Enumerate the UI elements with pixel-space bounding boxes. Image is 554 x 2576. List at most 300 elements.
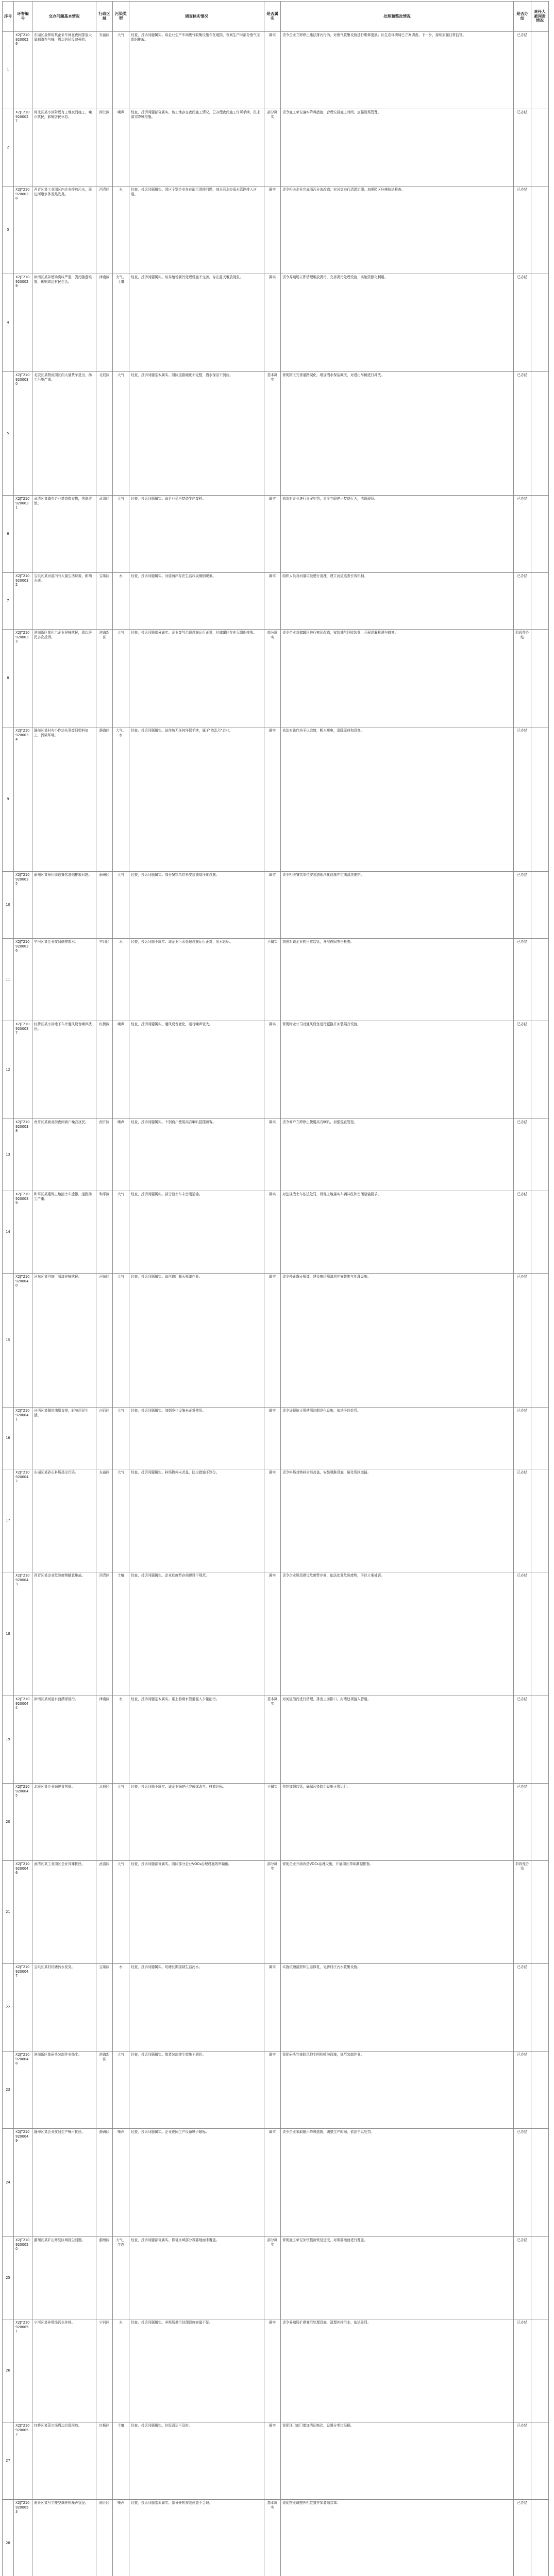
cell-handle: 持续加强监管，确保污染防治设施正常运行。 (281, 1784, 514, 1861)
cell-no: 18 (3, 1572, 14, 1696)
cell-problem: 宁河区某养殖场污水外排。 (32, 2319, 96, 2422)
cell-problem: 宁河区某企业夜间偷排废水。 (32, 939, 96, 1021)
cell-account (531, 1696, 549, 1784)
cell-region: 南开区 (96, 2500, 113, 2576)
table-row (3, 1784, 549, 1861)
cell-closed: 已办结 (514, 187, 531, 274)
table-row (3, 630, 549, 727)
cell-handle: 责令该餐馆正常使用油烟净化设施，依法予以处罚。 (281, 1408, 514, 1469)
cell-verify: 经查，投诉问题属实。园区个别企业存在雨污混排问题，部分污水经雨水管网排入河道。 (129, 187, 264, 274)
cell-code: X2JT2109200032 (14, 573, 32, 630)
cell-handle: 责令养殖场立即清理堆放粪污，完善粪污处理设施，实施资源化利用。 (281, 274, 514, 372)
complaint-table (2, 1, 549, 2576)
cell-verify: 经查，投诉问题属实。散货装卸抑尘措施不到位。 (129, 2052, 264, 2129)
cell-problem: 蓟州区某矿山修复区域扬尘问题。 (32, 2237, 96, 2319)
cell-closed: 已办结 (514, 2052, 531, 2129)
cell-ptype: 大气 (113, 496, 129, 573)
cell-handle: 对违规渣土车依法处罚，督促工地落实车辆冲洗和密闭运输要求。 (281, 1191, 514, 1274)
cell-region: 和平区 (96, 1191, 113, 1274)
cell-handle: 督促环卫部门增加清运频次，设置分类垃圾桶。 (281, 2422, 514, 2500)
table-row (3, 727, 549, 872)
cell-ptype: 大气 (113, 32, 129, 109)
cell-account (531, 1964, 549, 2052)
cell-code: X2JT2109200034 (14, 727, 32, 872)
cell-problem: 蓟州区某景区周边餐饮油烟排放问题。 (32, 872, 96, 939)
cell-code: X2JT2109200048 (14, 2052, 32, 2129)
cell-no: 20 (3, 1784, 14, 1861)
cell-no: 1 (3, 32, 14, 109)
header-closed: 是否办结 (514, 2, 531, 32)
cell-account (531, 1469, 549, 1572)
cell-problem: 红桥区某小区地下车库通风设备噪声扰民。 (32, 1021, 96, 1119)
cell-verify: 经查，投诉问题基本属实。园区道路硬化不完整，洒水保洁不到位。 (129, 372, 264, 496)
cell-no: 27 (3, 2422, 14, 2500)
cell-region: 宝坻区 (96, 1964, 113, 2052)
table-row (3, 1408, 549, 1469)
cell-region: 东丽区 (96, 32, 113, 109)
cell-handle: 责令商户立即停止使用高音喇叭，加强巡查管控。 (281, 1119, 514, 1191)
cell-verify: 经查，投诉问题属实。企业危废暂存间建设不规范。 (129, 1572, 264, 1696)
cell-closed: 已办结 (514, 872, 531, 939)
table-row (3, 1696, 549, 1784)
cell-handle: 依法对该作坊予以取缔，断水断电，清除原料和设备。 (281, 727, 514, 872)
cell-real: 属实 (264, 872, 281, 939)
cell-real: 属实 (264, 187, 281, 274)
cell-no: 21 (3, 1861, 14, 1964)
cell-code: X2JT2109200037 (14, 1021, 32, 1119)
cell-code: X2JT2109200052 (14, 2422, 32, 2500)
cell-code: X2JT2109200029 (14, 274, 32, 372)
cell-problem: 滨海新区某化工企业异味扰民，周边居民多次投诉。 (32, 630, 96, 727)
cell-closed: 已办结 (514, 1408, 531, 1469)
cell-handle: 责令企业立即停止违法排污行为，对废气收集设施进行维修更换；区生态环境局已立案调查。下一步，持续加强日常监管。 (281, 32, 514, 109)
cell-closed: 已办结 (514, 1021, 531, 1119)
cell-real: 属实 (264, 274, 281, 372)
cell-closed: 阶段性办结 (514, 1861, 531, 1964)
cell-code: X2JT2109200045 (14, 1784, 32, 1861)
cell-no: 6 (3, 496, 14, 573)
cell-handle: 责令相关企业完成雨污分流改造；对河道进行清淤治理；加强园区环境执法检查。 (281, 187, 514, 274)
cell-handle: 责令养殖场扩建粪污处理设施，清理外排污水，依法处罚。 (281, 2319, 514, 2422)
cell-real: 属实 (264, 1274, 281, 1408)
cell-real: 属实 (264, 2129, 281, 2237)
cell-region: 静海区 (96, 727, 113, 872)
table-row (3, 2129, 549, 2237)
cell-problem: 津南区某河道水面漂浮油污。 (32, 1696, 96, 1784)
cell-account (531, 1408, 549, 1469)
cell-account (531, 1274, 549, 1408)
cell-verify: 经查，投诉问题属实。养殖场粪污处理设施容量不足。 (129, 2319, 264, 2422)
cell-ptype: 大气 (113, 1784, 129, 1861)
cell-ptype: 噪声 (113, 2500, 129, 2576)
cell-handle: 责令企业采取隔声降噪措施，调整生产时间，依法予以处罚。 (281, 2129, 514, 2237)
cell-problem: 南开区某商业街夜间商户噪音扰民。 (32, 1119, 96, 1191)
table-row (3, 2319, 549, 2422)
cell-closed: 已办结 (514, 274, 531, 372)
cell-real: 属实 (264, 496, 281, 573)
cell-code: X2JT2109200035 (14, 872, 32, 939)
table-row (3, 372, 549, 496)
cell-account (531, 274, 549, 372)
cell-problem: 河东区某汽修厂喷漆异味扰民。 (32, 1274, 96, 1408)
cell-region: 蓟州区 (96, 872, 113, 939)
header-code: 环督编号 (14, 2, 32, 32)
cell-region: 西青区 (96, 187, 113, 274)
cell-closed: 已办结 (514, 1469, 531, 1572)
cell-closed: 已办结 (514, 727, 531, 872)
cell-no: 13 (3, 1119, 14, 1191)
cell-no: 11 (3, 939, 14, 1021)
cell-verify: 经查，投诉问题部分属实。园区部分企业VOCs治理设施效率偏低。 (129, 1861, 264, 1964)
table-row (3, 573, 549, 630)
cell-ptype: 水 (113, 2319, 129, 2422)
cell-code: X2JT2109200044 (14, 1696, 32, 1784)
cell-handle: 督促物业调整外机位置并加装隔音罩。 (281, 2500, 514, 2576)
cell-code: X2JT2109200047 (14, 1964, 32, 2052)
cell-ptype: 噪声 (113, 1119, 129, 1191)
cell-problem: 静海区某企业夜间生产噪声扰民。 (32, 2129, 96, 2237)
cell-real: 属实 (264, 32, 281, 109)
header-ptype: 污染类型 (113, 2, 129, 32)
cell-region: 红桥区 (96, 2422, 113, 2500)
cell-verify: 经查，投诉问题部分属实。修复区域部分裸露地面未覆盖。 (129, 2237, 264, 2319)
cell-ptype: 土壤 (113, 1572, 129, 1696)
cell-handle: 加强对该企业的日常监管，开展夜间突击检查。 (281, 939, 514, 1021)
cell-verify: 经查，投诉问题属实。该企业生产车间废气收集设施存在破损，夜间生产时部分废气无组织排放。 (129, 32, 264, 109)
cell-region: 东丽区 (96, 1469, 113, 1572)
cell-region: 津南区 (96, 1696, 113, 1784)
cell-region: 河北区 (96, 109, 113, 187)
cell-ptype: 大气 (113, 2052, 129, 2129)
cell-region: 宁河区 (96, 939, 113, 1021)
table-row (3, 1274, 549, 1408)
cell-account (531, 32, 549, 109)
table-row (3, 2500, 549, 2576)
cell-problem: 东丽区某砂石料场扬尘污染。 (32, 1469, 96, 1572)
table-row (3, 872, 549, 939)
cell-region: 北辰区 (96, 372, 113, 496)
cell-region: 武清区 (96, 496, 113, 573)
cell-account (531, 1119, 549, 1191)
cell-closed: 已办结 (514, 2422, 531, 2500)
cell-problem: 西青区某企业危险废物随意堆放。 (32, 1572, 96, 1696)
cell-no: 17 (3, 1469, 14, 1572)
cell-problem: 北辰区某企业锅炉冒黑烟。 (32, 1784, 96, 1861)
cell-account (531, 372, 549, 496)
cell-ptype: 大气 (113, 1408, 129, 1469)
cell-no: 4 (3, 274, 14, 372)
cell-account (531, 939, 549, 1021)
cell-verify: 经查，投诉问题不属实。该企业污水处理设施运行正常，出水达标。 (129, 939, 264, 1021)
cell-no: 2 (3, 109, 14, 187)
table-row (3, 187, 549, 274)
cell-problem: 宝坻区某河道内有大量生活垃圾，影响水质。 (32, 573, 96, 630)
cell-code: X2JT2109200028 (14, 187, 32, 274)
cell-code: X2JT2109200042 (14, 1469, 32, 1572)
cell-problem: 武清区某工业园区企业异味扰民。 (32, 1861, 96, 1964)
cell-handle: 督促码头完善防风抑尘网和喷淋设施，规范装卸作业。 (281, 2052, 514, 2129)
cell-real: 属实 (264, 573, 281, 630)
cell-closed: 已办结 (514, 2237, 531, 2319)
table-row (3, 2237, 549, 2319)
cell-verify: 经查，投诉问题部分属实。企业废气治理设施运行正常，但储罐区存在无组织排放。 (129, 630, 264, 727)
cell-account (531, 1784, 549, 1861)
cell-problem: 宝坻区某村坑塘污水发臭。 (32, 1964, 96, 2052)
cell-problem: 静海区某村有小作坊从事废旧塑料加工，污染环境。 (32, 727, 96, 872)
cell-no: 3 (3, 187, 14, 274)
cell-closed: 已办结 (514, 1784, 531, 1861)
cell-no: 14 (3, 1191, 14, 1274)
cell-closed: 已办结 (514, 1119, 531, 1191)
cell-real: 属实 (264, 1119, 281, 1191)
table-header-row (3, 2, 549, 32)
cell-no: 9 (3, 727, 14, 872)
cell-code: X2JT2109200033 (14, 630, 32, 727)
cell-problem: 武清区某镇有企业焚烧废弃物，黑烟滚滚。 (32, 496, 96, 573)
header-no: 序号 (3, 2, 14, 32)
cell-account (531, 2237, 549, 2319)
cell-verify: 经查，投诉问题属实。坑塘长期接纳生活污水。 (129, 1964, 264, 2052)
cell-real: 属实 (264, 1469, 281, 1572)
table-row (3, 1021, 549, 1119)
cell-account (531, 2422, 549, 2500)
cell-ptype: 大气、土壤 (113, 274, 129, 372)
cell-closed: 已办结 (514, 1964, 531, 2052)
cell-account (531, 872, 549, 939)
cell-no: 19 (3, 1696, 14, 1784)
table-row (3, 274, 549, 372)
table-row (3, 1964, 549, 2052)
cell-no: 12 (3, 1021, 14, 1119)
cell-ptype: 土壤 (113, 2422, 129, 2500)
cell-closed: 已办结 (514, 1191, 531, 1274)
cell-closed: 已办结 (514, 372, 531, 496)
cell-verify: 经查，投诉问题属实。该汽修厂露天喷漆作业。 (129, 1274, 264, 1408)
cell-closed: 已办结 (514, 1696, 531, 1784)
cell-ptype: 水 (113, 573, 129, 630)
cell-verify: 经查，投诉问题属实。垃圾清运不及时。 (129, 2422, 264, 2500)
table-row (3, 32, 549, 109)
cell-region: 津南区 (96, 274, 113, 372)
cell-code: X2JT2109200030 (14, 372, 32, 496)
cell-real: 属实 (264, 2319, 281, 2422)
cell-closed: 已办结 (514, 573, 531, 630)
cell-handle: 督促施工单位加快植被恢复进度，对裸露地面进行覆盖。 (281, 2237, 514, 2319)
cell-verify: 经查，投诉问题属实。个别商户使用高音喇叭招揽顾客。 (129, 1119, 264, 1191)
cell-no: 16 (3, 1408, 14, 1469)
header-handle: 处理和整改情况 (281, 2, 514, 32)
cell-ptype: 水 (113, 1696, 129, 1784)
cell-no: 15 (3, 1274, 14, 1408)
cell-no: 24 (3, 2129, 14, 2237)
cell-real: 属实 (264, 1964, 281, 2052)
cell-verify: 经查，投诉问题属实。料场物料未苫盖，防尘措施不到位。 (129, 1469, 264, 1572)
cell-account (531, 2052, 549, 2129)
cell-code: X2JT2109200040 (14, 1274, 32, 1408)
cell-handle: 责令施工单位落实降噪措施，合理安排施工时间，加强现场管理。 (281, 109, 514, 187)
cell-account (531, 187, 549, 274)
cell-code: X2JT2109200051 (14, 2319, 32, 2422)
table-row (3, 939, 549, 1021)
table-row (3, 1861, 549, 1964)
cell-handle: 责令料场对物料全部苫盖，安装喷淋设施，硬化场区道路。 (281, 1469, 514, 1572)
cell-no: 5 (3, 372, 14, 496)
cell-ptype: 大气 (113, 630, 129, 727)
cell-region: 南开区 (96, 1119, 113, 1191)
cell-code: X2JT2109200039 (14, 1191, 32, 1274)
cell-region: 红桥区 (96, 1021, 113, 1119)
cell-code: X2JT2109200027 (14, 109, 32, 187)
cell-real: 不属实 (264, 939, 281, 1021)
table-row (3, 496, 549, 573)
cell-verify: 经查，投诉问题属实。该养殖场粪污处理设施不完善，存在露天堆放现象。 (129, 274, 264, 372)
cell-no: 8 (3, 630, 14, 727)
cell-region: 静海区 (96, 2129, 113, 2237)
cell-closed: 已办结 (514, 1274, 531, 1408)
cell-region: 河东区 (96, 1274, 113, 1408)
table-row (3, 2422, 549, 2500)
cell-ptype: 水 (113, 939, 129, 1021)
cell-code: X2JT2109200026 (14, 32, 32, 109)
cell-closed: 阶段性办结 (514, 630, 531, 727)
cell-code: X2JT2109200041 (14, 1408, 32, 1469)
cell-closed: 已办结 (514, 32, 531, 109)
cell-verify: 经查，投诉问题属实。企业夜间生产设备噪声超标。 (129, 2129, 264, 2237)
cell-verify: 经查，投诉问题属实。河道两岸存在生活垃圾倾倒现象。 (129, 573, 264, 630)
cell-account (531, 1191, 549, 1274)
cell-account (531, 727, 549, 872)
cell-no: 7 (3, 573, 14, 630)
cell-handle: 督促园区完善道路硬化，增加洒水保洁频次，对进出车辆进行冲洗。 (281, 372, 514, 496)
cell-code: X2JT2109200043 (14, 1572, 32, 1696)
cell-real: 部分属实 (264, 630, 281, 727)
cell-closed: 已办结 (514, 496, 531, 573)
cell-problem: 红桥区某菜市场周边垃圾堆放。 (32, 2422, 96, 2500)
cell-verify: 经查，投诉问题部分属实。该工地存在夜间施工情况，已办理夜间施工许可手续，但未落实降噪措施。 (129, 109, 264, 187)
cell-verify: 经查，投诉问题属实。通风设备老化，运行噪声较大。 (129, 1021, 264, 1119)
cell-handle: 组织人员对河道垃圾进行清理，建立河道巡查长效机制。 (281, 573, 514, 630)
cell-verify: 经查，投诉问题属实。该作坊无任何环保手续，属于"散乱污"企业。 (129, 727, 264, 872)
cell-code: X2JT2109200036 (14, 939, 32, 1021)
cell-problem: 滨海新区某码头装卸作业扬尘。 (32, 2052, 96, 2129)
cell-verify: 经查，投诉问题基本属实。部分外机安装位置不合理。 (129, 2500, 264, 2576)
cell-code: X2JT2109200053 (14, 2500, 32, 2576)
cell-ptype: 大气、水 (113, 727, 129, 872)
cell-closed: 已办结 (514, 939, 531, 1021)
cell-ptype: 噪声 (113, 109, 129, 187)
cell-verify: 经查，投诉问题不属实。该企业锅炉已完成煤改气，排放达标。 (129, 1784, 264, 1861)
cell-verify: 经查，投诉问题属实。部分餐饮单位未安装油烟净化设施。 (129, 872, 264, 939)
cell-account (531, 2319, 549, 2422)
cell-real: 基本属实 (264, 2500, 281, 2576)
cell-ptype: 噪声 (113, 1021, 129, 1119)
table-row (3, 1191, 549, 1274)
cell-code: X2JT2109200050 (14, 2237, 32, 2319)
cell-handle: 督促物业公司对通风设备进行更换并加装隔音设施。 (281, 1021, 514, 1119)
cell-ptype: 大气 (113, 372, 129, 496)
cell-ptype: 大气 (113, 1861, 129, 1964)
cell-code: X2JT2109200031 (14, 496, 32, 573)
cell-real: 属实 (264, 1021, 281, 1119)
table-row (3, 1572, 549, 1696)
cell-no: 28 (3, 2500, 14, 2576)
cell-problem: 河北区某小区附近有工地夜间施工，噪声扰民，影响居民休息。 (32, 109, 96, 187)
cell-closed: 已办结 (514, 109, 531, 187)
cell-account (531, 2129, 549, 2237)
cell-account (531, 1861, 549, 1964)
cell-problem: 和平区某建筑工地渣土车遗撒，道路扬尘严重。 (32, 1191, 96, 1274)
cell-ptype: 大气 (113, 1274, 129, 1408)
cell-problem: 北辰区某物流园区内大量货车进出，扬尘污染严重。 (32, 372, 96, 496)
cell-closed: 已办结 (514, 2129, 531, 2237)
cell-handle: 责令相关餐饮单位安装油烟净化设施并定期清洗维护。 (281, 872, 514, 939)
cell-account (531, 1572, 549, 1696)
header-region: 行政区域 (96, 2, 113, 32)
cell-account (531, 1021, 549, 1119)
cell-ptype: 大气 (113, 1469, 129, 1572)
cell-real: 基本属实 (264, 1696, 281, 1784)
cell-no: 22 (3, 1964, 14, 2052)
cell-real: 属实 (264, 2422, 281, 2500)
cell-no: 10 (3, 872, 14, 939)
table-row (3, 1119, 549, 1191)
cell-problem: 津南区某养殖场臭味严重，粪污随意堆放，影响周边村民生活。 (32, 274, 96, 372)
header-real: 是否属实 (264, 2, 281, 32)
cell-ptype: 大气 (113, 872, 129, 939)
cell-region: 武清区 (96, 1861, 113, 1964)
cell-problem: 河西区某餐馆油烟直排，影响居民生活。 (32, 1408, 96, 1469)
cell-closed: 已办结 (514, 1572, 531, 1696)
cell-real: 属实 (264, 727, 281, 872)
cell-code: X2JT2109200038 (14, 1119, 32, 1191)
cell-no: 26 (3, 2319, 14, 2422)
cell-code: X2JT2109200046 (14, 1861, 32, 1964)
cell-no: 23 (3, 2052, 14, 2129)
cell-verify: 经查，投诉问题属实。该企业私自焚烧生产废料。 (129, 496, 264, 573)
cell-problem: 东丽区金钟街某企业车间在夜间排放大量刺激性气味，周边居民反映强烈。 (32, 32, 96, 109)
cell-verify: 经查，投诉问题属实。部分渣土车未密闭运输。 (129, 1191, 264, 1274)
cell-ptype: 水 (113, 1964, 129, 2052)
cell-verify: 经查，投诉问题基本属实。系上游雨水管道混入少量油污。 (129, 1696, 264, 1784)
cell-region: 北辰区 (96, 1784, 113, 1861)
cell-account (531, 109, 549, 187)
table-row (3, 1469, 549, 1572)
cell-ptype: 噪声 (113, 2129, 129, 2237)
cell-real: 属实 (264, 1408, 281, 1469)
cell-real: 属实 (264, 2052, 281, 2129)
cell-ptype: 水 (113, 187, 129, 274)
header-account: 责任人被问责情况 (531, 2, 549, 32)
cell-region: 滨海新区 (96, 630, 113, 727)
cell-account (531, 630, 549, 727)
cell-handle: 督促企业升级改造VOCs治理设施，开展园区异味溯源排查。 (281, 1861, 514, 1964)
cell-no: 25 (3, 2237, 14, 2319)
cell-verify: 经查，投诉问题属实。油烟净化设施未正常使用。 (129, 1408, 264, 1469)
cell-handle: 责令停止露天喷漆，建设密闭喷漆房并安装废气处理设施。 (281, 1274, 514, 1408)
cell-region: 宁河区 (96, 2319, 113, 2422)
cell-handle: 对河道油污进行清理，排查上游排口，封堵违规接入管道。 (281, 1696, 514, 1784)
cell-account (531, 2500, 549, 2576)
cell-code: X2JT2109200049 (14, 2129, 32, 2237)
cell-ptype: 大气 (113, 1191, 129, 1274)
header-problem: 交办问题基本情况 (32, 2, 96, 32)
cell-real: 不属实 (264, 1784, 281, 1861)
cell-real: 基本属实 (264, 372, 281, 496)
cell-handle: 依法对企业进行立案处罚，责令立即停止焚烧行为，清理现场。 (281, 496, 514, 573)
cell-account (531, 573, 549, 630)
cell-region: 宝坻区 (96, 573, 113, 630)
cell-account (531, 496, 549, 573)
